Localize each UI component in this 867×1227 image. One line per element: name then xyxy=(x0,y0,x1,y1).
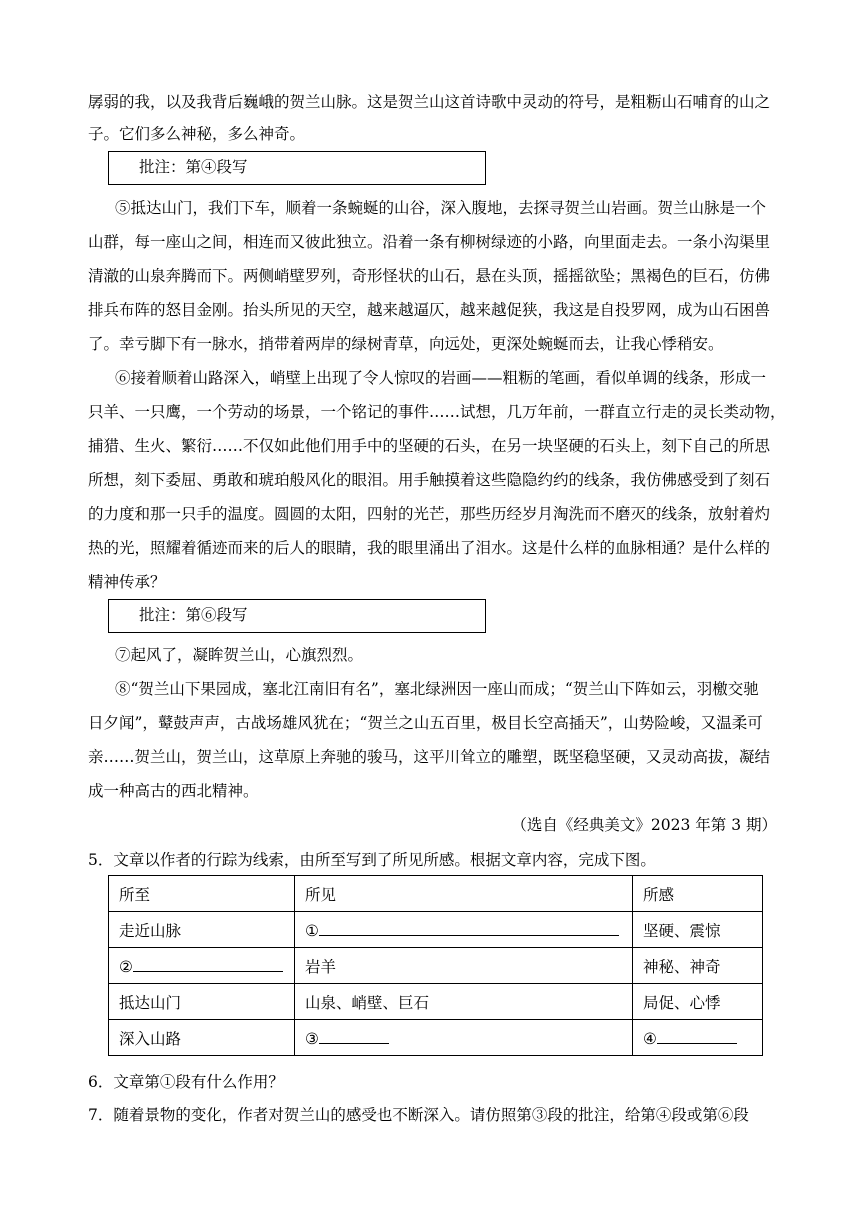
table-header: 所感 xyxy=(633,876,763,912)
table-cell: 走近山脉 xyxy=(109,912,295,948)
annotation-box-4: 批注：第④段写 xyxy=(108,151,486,185)
fill-blank[interactable] xyxy=(133,955,283,972)
text-line: 只羊、一只鹰，一个劳动的场景，一个铭记的事件……试想，几万年前，一群直立行走的灵长类动物， xyxy=(88,403,786,421)
annotation-box-6: 批注：第⑥段写 xyxy=(108,599,486,633)
answer-table xyxy=(108,875,763,1056)
blank-cell[interactable] xyxy=(109,948,295,984)
table-cell: 深入山路 xyxy=(109,1020,295,1056)
table-row xyxy=(109,1020,763,1056)
text-line: 捕猎、生火、繁衍……不仅如此他们用手中的坚硬的石头，在另一块坚硬的石头上，刻下自己的所思 xyxy=(88,437,771,455)
table-header-row xyxy=(109,876,763,912)
question-6: 6．文章第①段有什么作用？ xyxy=(88,1073,284,1091)
table-row xyxy=(109,912,763,948)
table-header: 所见 xyxy=(295,876,633,912)
source-citation: （选自《经典美文》2023 年第 3 期） xyxy=(511,816,777,834)
text-line: 成一种高古的西北精神。 xyxy=(88,782,259,800)
text-line: ⑧“贺兰山下果园成，塞北江南旧有名”，塞北绿洲因一座山而成；“贺兰山下阵如云，羽檄交驰 xyxy=(115,680,759,698)
text-line: ⑦起风了，凝眸贺兰山，心旗烈烈。 xyxy=(115,646,364,664)
text-line: 排兵布阵的怒目金刚。抬头所见的天空，越来越逼仄，越来越促狭，我这是自投罗网，成为山石困兽 xyxy=(88,301,771,319)
blank-cell[interactable] xyxy=(295,1020,633,1056)
text-line: 山群，每一座山之间，相连而又彼此独立。沿着一条有柳树绿迹的小路，向里面走去。一条小沟渠里 xyxy=(88,233,771,251)
table-row xyxy=(109,948,763,984)
text-line: 清澈的山泉奔腾而下。两侧峭壁罗列，奇形怪状的山石，悬在头顶，摇摇欲坠；黑褐色的巨石，仿佛 xyxy=(88,267,771,285)
table-cell: 局促、心悸 xyxy=(633,984,763,1020)
text-line: 子。它们多么神秘，多么神奇。 xyxy=(88,125,306,143)
table-cell: 山泉、峭壁、巨石 xyxy=(295,984,633,1020)
blank-cell[interactable] xyxy=(295,912,633,948)
text-line: ⑥接着顺着山路深入，峭壁上出现了令人惊叹的岩画——粗粝的笔画，看似单调的线条，形成一 xyxy=(115,369,767,387)
table-cell: 神秘、神奇 xyxy=(633,948,763,984)
text-line: 了。幸亏脚下有一脉水，捎带着两岸的绿树青草，向远处，更深处蜿蜒而去，让我心悸稍安。 xyxy=(88,335,724,353)
question-5: 5．文章以作者的行踪为线索，由所至写到了所见所感。根据文章内容，完成下图。 xyxy=(88,851,656,869)
text-line: 热的光，照耀着循迹而来的后人的眼睛，我的眼里涌出了泪水。这是什么样的血脉相通？是什么样的 xyxy=(88,539,771,557)
blank-marker: ④ xyxy=(643,1030,657,1048)
text-line: ⑤抵达山门，我们下车，顺着一条蜿蜒的山谷，深入腹地，去探寻贺兰山岩画。贺兰山脉是一个 xyxy=(115,199,767,217)
blank-cell[interactable] xyxy=(633,1020,763,1056)
table-cell: 岩羊 xyxy=(295,948,633,984)
table-cell: 坚硬、震惊 xyxy=(633,912,763,948)
table-row xyxy=(109,984,763,1020)
blank-marker: ① xyxy=(305,922,319,940)
fill-blank[interactable] xyxy=(657,1027,737,1044)
text-line: 亲……贺兰山，贺兰山，这草原上奔驰的骏马，这平川耸立的雕塑，既坚稳坚硬，又灵动高拔，凝结 xyxy=(88,748,771,766)
text-line: 的力度和那一只手的温度。圆圆的太阳，四射的光芒，那些历经岁月淘洗而不磨灭的线条，放射着灼 xyxy=(88,505,771,523)
table-cell: 抵达山门 xyxy=(109,984,295,1020)
table-header: 所至 xyxy=(109,876,295,912)
text-line: 日夕闻”，鼙鼓声声，古战场雄风犹在；“贺兰之山五百里，极目长空高插天”，山势险峻，又温柔可 xyxy=(88,714,763,732)
text-line: 精神传承？ xyxy=(88,573,166,591)
text-line: 孱弱的我，以及我背后巍峨的贺兰山脉。这是贺兰山这首诗歌中灵动的符号，是粗粝山石哺育的山之 xyxy=(88,93,771,111)
fill-blank[interactable] xyxy=(319,919,619,936)
fill-blank[interactable] xyxy=(319,1027,389,1044)
question-7: 7．随着景物的变化，作者对贺兰山的感受也不断深入。请仿照第③段的批注，给第④段或第⑥段 xyxy=(88,1106,749,1124)
blank-marker: ③ xyxy=(305,1030,319,1048)
text-line: 所想，刻下委屈、勇敢和琥珀般风化的眼泪。用手触摸着这些隐隐约约的线条，我仿佛感受到了刻石 xyxy=(88,471,771,489)
blank-marker: ② xyxy=(119,958,133,976)
